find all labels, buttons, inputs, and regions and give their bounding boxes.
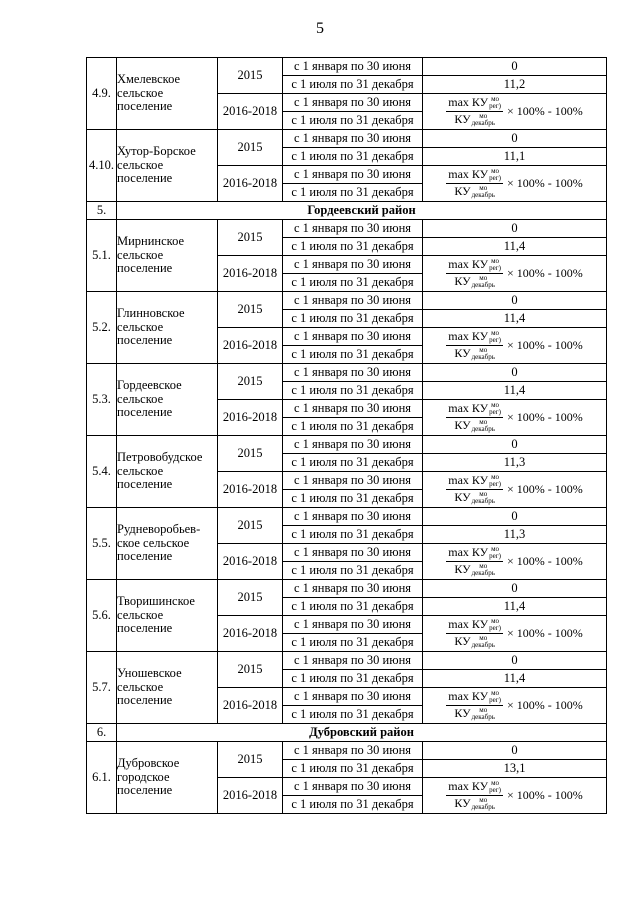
value-cell: 0 (423, 58, 607, 76)
period-cell: с 1 июля по 31 декабря (283, 706, 423, 724)
formula-num-sup: мо (491, 473, 500, 481)
value-cell: 0 (423, 364, 607, 382)
period-cell: с 1 июля по 31 декабря (283, 274, 423, 292)
period-cell: с 1 января по 30 июня (283, 652, 423, 670)
formula-num-text: max КУ (448, 94, 489, 109)
period-cell: с 1 января по 30 июня (283, 328, 423, 346)
formula-denominator (454, 796, 495, 811)
formula-denominator (454, 562, 495, 577)
formula-num-text: max КУ (448, 616, 489, 631)
formula-den-indices (472, 275, 495, 289)
formula-num-sub: рег) (489, 264, 501, 272)
formula-cell (423, 94, 607, 130)
formula-numerator (446, 780, 503, 796)
formula-cell (423, 166, 607, 202)
formula-numerator (446, 618, 503, 634)
formula-den-sup: мо (479, 418, 488, 427)
value-cell: 11,4 (423, 382, 607, 400)
formula-cell (423, 616, 607, 652)
year-cell: 2015 (218, 220, 283, 256)
period-cell: с 1 января по 30 июня (283, 580, 423, 598)
formula-suffix: × 100% - 100% (506, 553, 583, 568)
period-cell: с 1 июля по 31 декабря (283, 310, 423, 328)
value-cell: 0 (423, 508, 607, 526)
formula-num-sup: мо (491, 401, 500, 409)
year-cell: 2015 (218, 580, 283, 616)
formula-den-sup: мо (479, 706, 488, 715)
period-cell: с 1 июля по 31 декабря (283, 454, 423, 472)
formula-den-sub: декабрь (471, 803, 495, 812)
period-cell: с 1 января по 30 июня (283, 220, 423, 238)
formula-denominator (454, 490, 495, 505)
tariff-formula (446, 618, 583, 650)
formula-den-text: КУ (454, 796, 471, 810)
formula-den-sup: мо (479, 184, 488, 193)
formula-den-indices (472, 113, 495, 127)
year-cell: 2016-2018 (218, 256, 283, 292)
formula-num-text: max КУ (448, 166, 489, 181)
period-cell: с 1 июля по 31 декабря (283, 634, 423, 652)
year-cell: 2015 (218, 58, 283, 94)
formula-den-sup: мо (479, 796, 488, 805)
row-number: 5.7. (87, 652, 117, 724)
formula-numerator (446, 330, 503, 346)
period-cell: с 1 января по 30 июня (283, 58, 423, 76)
page-number: 5 (316, 20, 324, 37)
row-number: 4.10. (87, 130, 117, 202)
formula-numerator (446, 258, 503, 274)
formula-num-indices (489, 474, 501, 488)
formula-den-sup: мо (479, 346, 488, 355)
year-cell: 2016-2018 (218, 94, 283, 130)
table-row (87, 130, 607, 148)
formula-fraction (446, 402, 503, 434)
formula-den-text: КУ (454, 562, 471, 576)
value-cell: 11,3 (423, 454, 607, 472)
row-number: 6.1. (87, 742, 117, 814)
table-row (87, 742, 607, 760)
year-cell: 2015 (218, 742, 283, 778)
row-number: 5.3. (87, 364, 117, 436)
year-cell: 2016-2018 (218, 400, 283, 436)
row-number: 6. (87, 724, 117, 742)
formula-denominator (454, 346, 495, 361)
formula-num-text: max КУ (448, 778, 489, 793)
formula-numerator (446, 402, 503, 418)
table-row (87, 508, 607, 526)
formula-num-text: max КУ (448, 256, 489, 271)
value-cell: 0 (423, 436, 607, 454)
year-cell: 2015 (218, 436, 283, 472)
formula-num-sup: мо (491, 617, 500, 625)
value-cell: 0 (423, 742, 607, 760)
tariff-formula (446, 690, 583, 722)
period-cell: с 1 июля по 31 декабря (283, 796, 423, 814)
formula-den-indices (472, 419, 495, 433)
formula-num-sup: мо (491, 167, 500, 175)
formula-den-sub: декабрь (471, 119, 495, 128)
year-cell: 2015 (218, 508, 283, 544)
formula-denominator (454, 112, 495, 127)
formula-den-text: КУ (454, 112, 471, 126)
formula-den-sup: мо (479, 112, 488, 121)
formula-den-text: КУ (454, 490, 471, 504)
value-cell: 13,1 (423, 760, 607, 778)
period-cell: с 1 января по 30 июня (283, 94, 423, 112)
formula-denominator (454, 418, 495, 433)
formula-den-sup: мо (479, 274, 488, 283)
formula-cell (423, 688, 607, 724)
period-cell: с 1 июля по 31 декабря (283, 238, 423, 256)
formula-den-sub: декабрь (471, 713, 495, 722)
value-cell: 0 (423, 580, 607, 598)
formula-suffix: × 100% - 100% (506, 337, 583, 352)
period-cell: с 1 июля по 31 декабря (283, 148, 423, 166)
formula-num-text: max КУ (448, 472, 489, 487)
period-cell: с 1 июля по 31 декабря (283, 562, 423, 580)
formula-numerator (446, 690, 503, 706)
formula-num-indices (489, 618, 501, 632)
formula-num-sup: мо (491, 689, 500, 697)
formula-num-sub: рег) (489, 696, 501, 704)
formula-fraction (446, 618, 503, 650)
formula-numerator (446, 96, 503, 112)
settlement-name: Мирнинское сельское поселение (117, 220, 218, 292)
formula-num-text: max КУ (448, 328, 489, 343)
formula-numerator (446, 168, 503, 184)
formula-cell (423, 472, 607, 508)
row-number: 5.2. (87, 292, 117, 364)
formula-num-sup: мо (491, 257, 500, 265)
tariff-formula (446, 168, 583, 200)
value-cell: 0 (423, 292, 607, 310)
value-cell: 11,1 (423, 148, 607, 166)
formula-num-sub: рег) (489, 552, 501, 560)
formula-suffix: × 100% - 100% (506, 103, 583, 118)
settlement-name: Хутор-Борское сельское поселение (117, 130, 218, 202)
formula-num-indices (489, 546, 501, 560)
settlement-name: Петровобудское сельское поселение (117, 436, 218, 508)
settlement-name: Хмелевское сельское поселение (117, 58, 218, 130)
period-cell: с 1 января по 30 июня (283, 292, 423, 310)
period-cell: с 1 января по 30 июня (283, 616, 423, 634)
period-cell: с 1 января по 30 июня (283, 544, 423, 562)
value-cell: 11,4 (423, 310, 607, 328)
formula-den-sup: мо (479, 562, 488, 571)
table-row (87, 364, 607, 382)
formula-num-indices (489, 96, 501, 110)
table-row (87, 652, 607, 670)
period-cell: с 1 июля по 31 декабря (283, 670, 423, 688)
value-cell: 11,2 (423, 76, 607, 94)
formula-cell (423, 328, 607, 364)
tariff-table (86, 57, 607, 814)
formula-num-sub: рег) (489, 336, 501, 344)
formula-cell (423, 778, 607, 814)
value-cell: 11,4 (423, 598, 607, 616)
formula-den-sub: декабрь (471, 569, 495, 578)
formula-num-sub: рег) (489, 174, 501, 182)
formula-fraction (446, 546, 503, 578)
formula-cell (423, 256, 607, 292)
formula-den-sub: декабрь (471, 191, 495, 200)
formula-den-text: КУ (454, 418, 471, 432)
formula-num-sup: мо (491, 95, 500, 103)
formula-fraction (446, 690, 503, 722)
formula-den-sup: мо (479, 490, 488, 499)
period-cell: с 1 июля по 31 декабря (283, 598, 423, 616)
formula-den-indices (472, 185, 495, 199)
region-row (87, 202, 607, 220)
formula-den-text: КУ (454, 184, 471, 198)
period-cell: с 1 января по 30 июня (283, 508, 423, 526)
formula-fraction (446, 258, 503, 290)
formula-num-indices (489, 330, 501, 344)
period-cell: с 1 июля по 31 декабря (283, 418, 423, 436)
region-row (87, 724, 607, 742)
period-cell: с 1 января по 30 июня (283, 166, 423, 184)
formula-fraction (446, 780, 503, 812)
year-cell: 2016-2018 (218, 616, 283, 652)
value-cell: 0 (423, 652, 607, 670)
row-number: 4.9. (87, 58, 117, 130)
formula-num-sub: рег) (489, 480, 501, 488)
formula-num-sup: мо (491, 329, 500, 337)
formula-den-indices (472, 797, 495, 811)
tariff-formula (446, 258, 583, 290)
formula-den-text: КУ (454, 346, 471, 360)
formula-den-text: КУ (454, 634, 471, 648)
year-cell: 2015 (218, 130, 283, 166)
formula-den-sup: мо (479, 634, 488, 643)
period-cell: с 1 июля по 31 декабря (283, 490, 423, 508)
formula-suffix: × 100% - 100% (506, 697, 583, 712)
period-cell: с 1 января по 30 июня (283, 436, 423, 454)
formula-suffix: × 100% - 100% (506, 481, 583, 496)
formula-cell (423, 544, 607, 580)
formula-num-sub: рег) (489, 624, 501, 632)
year-cell: 2015 (218, 292, 283, 328)
formula-den-indices (472, 635, 495, 649)
row-number: 5.4. (87, 436, 117, 508)
formula-denominator (454, 706, 495, 721)
formula-den-text: КУ (454, 706, 471, 720)
year-cell: 2016-2018 (218, 166, 283, 202)
table-row (87, 292, 607, 310)
tariff-formula (446, 546, 583, 578)
value-cell: 11,4 (423, 670, 607, 688)
formula-den-sub: декабрь (471, 497, 495, 506)
settlement-name: Дубровское городское поселение (117, 742, 218, 814)
formula-den-indices (472, 707, 495, 721)
formula-num-sub: рег) (489, 786, 501, 794)
formula-den-sub: декабрь (471, 425, 495, 434)
formula-num-text: max КУ (448, 544, 489, 559)
period-cell: с 1 января по 30 июня (283, 778, 423, 796)
tariff-formula (446, 780, 583, 812)
formula-num-sub: рег) (489, 102, 501, 110)
period-cell: с 1 января по 30 июня (283, 400, 423, 418)
tariff-formula (446, 96, 583, 128)
period-cell: с 1 января по 30 июня (283, 688, 423, 706)
formula-suffix: × 100% - 100% (506, 625, 583, 640)
formula-fraction (446, 168, 503, 200)
formula-denominator (454, 634, 495, 649)
table-row (87, 436, 607, 454)
value-cell: 0 (423, 130, 607, 148)
year-cell: 2016-2018 (218, 328, 283, 364)
table-row (87, 58, 607, 76)
year-cell: 2016-2018 (218, 544, 283, 580)
settlement-name: Творишинское сельское поселение (117, 580, 218, 652)
settlement-name: Уношевское сельское поселение (117, 652, 218, 724)
table-row (87, 580, 607, 598)
period-cell: с 1 июля по 31 декабря (283, 346, 423, 364)
table-row (87, 220, 607, 238)
formula-suffix: × 100% - 100% (506, 787, 583, 802)
row-number: 5.5. (87, 508, 117, 580)
formula-denominator (454, 184, 495, 199)
formula-num-indices (489, 402, 501, 416)
formula-num-indices (489, 168, 501, 182)
value-cell: 11,4 (423, 238, 607, 256)
formula-fraction (446, 474, 503, 506)
year-cell: 2016-2018 (218, 688, 283, 724)
formula-suffix: × 100% - 100% (506, 175, 583, 190)
formula-suffix: × 100% - 100% (506, 409, 583, 424)
settlement-name: Рудневоробьев-ское сельское поселение (117, 508, 218, 580)
formula-numerator (446, 474, 503, 490)
settlement-name: Гордеевское сельское поселение (117, 364, 218, 436)
period-cell: с 1 января по 30 июня (283, 472, 423, 490)
region-name: Дубровский район (117, 724, 607, 742)
formula-num-indices (489, 780, 501, 794)
period-cell: с 1 июля по 31 декабря (283, 76, 423, 94)
formula-den-sub: декабрь (471, 641, 495, 650)
tariff-formula (446, 474, 583, 506)
period-cell: с 1 января по 30 июня (283, 130, 423, 148)
formula-suffix: × 100% - 100% (506, 265, 583, 280)
formula-den-text: КУ (454, 274, 471, 288)
period-cell: с 1 января по 30 июня (283, 742, 423, 760)
formula-num-indices (489, 258, 501, 272)
year-cell: 2016-2018 (218, 472, 283, 508)
formula-num-text: max КУ (448, 400, 489, 415)
row-number: 5.1. (87, 220, 117, 292)
tariff-formula (446, 330, 583, 362)
value-cell: 11,3 (423, 526, 607, 544)
formula-num-sup: мо (491, 545, 500, 553)
year-cell: 2015 (218, 652, 283, 688)
formula-num-indices (489, 690, 501, 704)
settlement-name: Глинновское сельское поселение (117, 292, 218, 364)
formula-fraction (446, 96, 503, 128)
formula-den-indices (472, 347, 495, 361)
year-cell: 2015 (218, 364, 283, 400)
formula-cell (423, 400, 607, 436)
formula-fraction (446, 330, 503, 362)
value-cell: 0 (423, 220, 607, 238)
period-cell: с 1 июля по 31 декабря (283, 184, 423, 202)
period-cell: с 1 июля по 31 декабря (283, 760, 423, 778)
region-name: Гордеевский район (117, 202, 607, 220)
period-cell: с 1 июля по 31 декабря (283, 526, 423, 544)
period-cell: с 1 июля по 31 декабря (283, 382, 423, 400)
period-cell: с 1 января по 30 июня (283, 256, 423, 274)
year-cell: 2016-2018 (218, 778, 283, 814)
tariff-formula (446, 402, 583, 434)
formula-den-sub: декабрь (471, 353, 495, 362)
formula-numerator (446, 546, 503, 562)
period-cell: с 1 января по 30 июня (283, 364, 423, 382)
formula-num-text: max КУ (448, 688, 489, 703)
formula-den-sub: декабрь (471, 281, 495, 290)
formula-num-sup: мо (491, 779, 500, 787)
formula-num-sub: рег) (489, 408, 501, 416)
row-number: 5. (87, 202, 117, 220)
formula-den-indices (472, 563, 495, 577)
formula-denominator (454, 274, 495, 289)
row-number: 5.6. (87, 580, 117, 652)
formula-den-indices (472, 491, 495, 505)
period-cell: с 1 июля по 31 декабря (283, 112, 423, 130)
